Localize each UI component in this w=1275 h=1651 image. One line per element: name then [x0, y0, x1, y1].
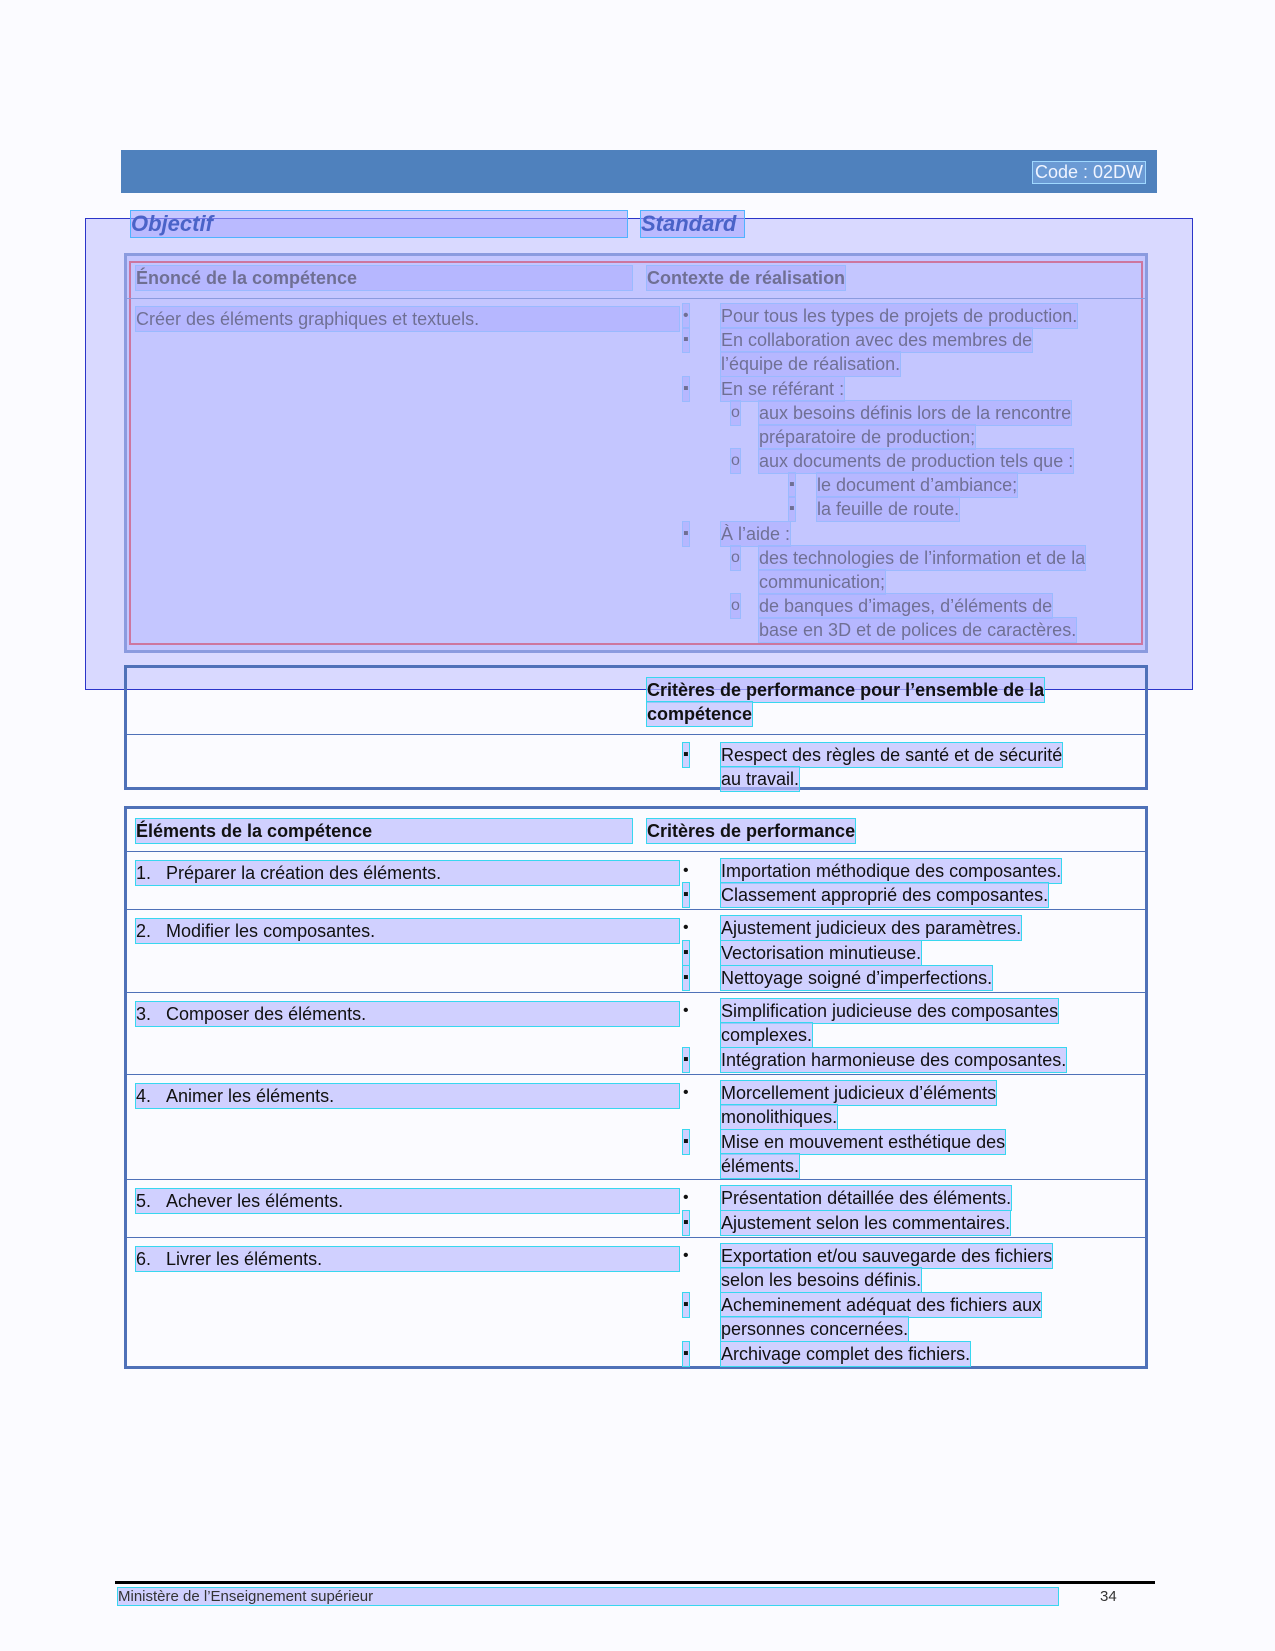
table-row	[127, 1074, 1145, 1075]
criterion: Ajustement judicieux des paramètres.	[721, 918, 1022, 938]
criterion: Morcellement judicieux d’éléments	[721, 1083, 997, 1103]
criterion: Vectorisation minutieuse.	[721, 943, 922, 963]
overall-criteria-header: Critères de performance pour l’ensemble de la	[647, 680, 1045, 700]
bullet: ▪	[683, 1293, 689, 1317]
bullet: ▪	[683, 941, 689, 965]
elements-header: Éléments de la compétence	[136, 819, 632, 843]
bullet: •	[683, 919, 689, 936]
table-row	[127, 851, 1145, 852]
criterion: Archivage complet des fichiers.	[721, 1344, 971, 1364]
criterion: Mise en mouvement esthétique des	[721, 1132, 1006, 1152]
criterion: Acheminement adéquat des fichiers aux	[721, 1295, 1042, 1315]
page-number: 34	[1100, 1588, 1117, 1605]
bullet: •	[683, 862, 689, 879]
criterion: Ajustement selon les commentaires.	[721, 1213, 1011, 1233]
criterion: complexes.	[721, 1025, 813, 1045]
code-label: Code : 02DW	[1034, 162, 1143, 182]
criterion: personnes concernées.	[721, 1319, 909, 1339]
bullet: ▪	[683, 1342, 689, 1366]
criterion: Nettoyage soigné d’imperfections.	[721, 968, 993, 988]
table-row	[127, 992, 1145, 993]
criterion: monolithiques.	[721, 1107, 838, 1127]
bullet: •	[683, 1084, 689, 1101]
overall-criterion: Respect des règles de santé et de sécurité	[721, 745, 1063, 765]
elements-table	[124, 806, 1148, 1369]
objective-heading: Objectif	[131, 211, 627, 237]
element-cell: 1. Préparer la création des éléments.	[136, 861, 679, 885]
overall-criterion: au travail.	[721, 769, 800, 789]
element-cell: 3. Composer des éléments.	[136, 1002, 679, 1026]
criterion: Intégration harmonieuse des composantes.	[721, 1050, 1067, 1070]
bullet: ▪	[683, 743, 689, 767]
table-row	[127, 1237, 1145, 1238]
bullet: •	[683, 1189, 689, 1206]
criterion: Importation méthodique des composantes.	[721, 861, 1062, 881]
bullet: ▪	[683, 1130, 689, 1154]
element-cell: 4. Animer les éléments.	[136, 1084, 679, 1108]
criterion: Présentation détaillée des éléments.	[721, 1188, 1012, 1208]
bullet: •	[683, 1002, 689, 1019]
element-cell: 5. Achever les éléments.	[136, 1189, 679, 1213]
footer-ministry: Ministère de l’Enseignement supérieur	[118, 1588, 1058, 1605]
selection-overlay	[85, 218, 1193, 690]
criteria-header: Critères de performance	[647, 821, 856, 841]
element-cell: 2. Modifier les composantes.	[136, 919, 679, 943]
criterion: Exportation et/ou sauvegarde des fichiers	[721, 1246, 1053, 1266]
footer-rule	[115, 1581, 1155, 1584]
overall-criteria-header-2: compétence	[647, 704, 753, 724]
criterion: éléments.	[721, 1156, 800, 1176]
criterion: Classement approprié des composantes.	[721, 885, 1049, 905]
code-bar	[121, 150, 1157, 193]
criterion: selon les besoins définis.	[721, 1270, 922, 1290]
table-row	[127, 1179, 1145, 1180]
bullet: •	[683, 1247, 689, 1264]
element-cell: 6. Livrer les éléments.	[136, 1247, 679, 1271]
table-row	[127, 909, 1145, 910]
bullet: ▪	[683, 1048, 689, 1072]
overall-criteria-table	[124, 665, 1148, 790]
standard-heading: Standard	[641, 211, 744, 237]
bullet: ▪	[683, 883, 689, 907]
bullet: ▪	[683, 1211, 689, 1235]
bullet: ▪	[683, 966, 689, 990]
criterion: Simplification judicieuse des composantes	[721, 1001, 1059, 1021]
